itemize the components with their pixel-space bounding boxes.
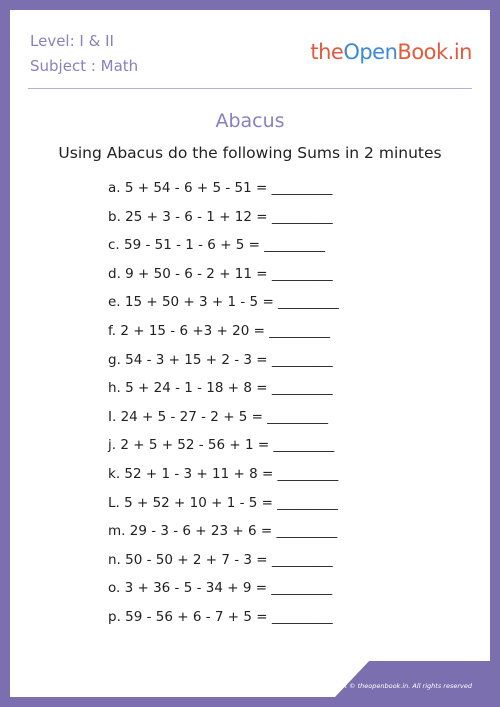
worksheet-instruction: Using Abacus do the following Sums in 2 minutes	[58, 144, 442, 162]
problem-item: g. 54 - 3 + 15 + 2 - 3 = _________	[108, 351, 333, 368]
level-label: Level: I & II	[30, 32, 114, 50]
problem-item: j. 2 + 5 + 52 - 56 + 1 = _________	[108, 437, 335, 454]
header-divider	[28, 88, 472, 89]
problem-item: o. 3 + 36 - 5 - 34 + 9 = _________	[108, 580, 333, 597]
problem-item: h. 5 + 24 - 1 - 18 + 8 = _________	[108, 380, 333, 397]
problem-item: e. 15 + 50 + 3 + 1 - 5 = _________	[108, 294, 339, 311]
copyright-text: Copyright © theopenbook.in. All rights reserved	[315, 682, 472, 690]
problem-item: c. 59 - 51 - 1 - 6 + 5 = _________	[108, 237, 326, 254]
brand-logo-part-open: Open	[343, 40, 398, 64]
problem-item: f. 2 + 15 - 6 +3 + 20 = _________	[108, 322, 330, 339]
problem-item: p. 59 - 56 + 6 - 7 + 5 = _________	[108, 608, 333, 625]
problem-list	[108, 178, 339, 636]
problem-item: m. 29 - 3 - 6 + 23 + 6 = _________	[108, 523, 338, 540]
problem-item: L. 5 + 52 + 10 + 1 - 5 = _________	[108, 494, 339, 511]
brand-logo	[310, 40, 472, 64]
brand-logo-part-book: Book.in	[397, 40, 472, 64]
problem-item: b. 25 + 3 - 6 - 1 + 12 = _________	[108, 208, 333, 225]
worksheet-page	[10, 10, 490, 697]
worksheet-title: Abacus	[215, 110, 285, 132]
footer-corner-band	[335, 661, 490, 697]
problem-item: a. 5 + 54 - 6 + 5 - 51 = _________	[108, 180, 333, 196]
subject-label: Subject : Math	[30, 57, 139, 75]
problem-item: n. 50 - 50 + 2 + 7 - 3 = _________	[108, 551, 333, 568]
problem-item: I. 24 + 5 - 27 - 2 + 5 = _________	[108, 408, 329, 425]
problem-item: k. 52 + 1 - 3 + 11 + 8 = _________	[108, 465, 339, 482]
brand-logo-part-the: the	[310, 40, 344, 64]
problem-item: d. 9 + 50 - 6 - 2 + 11 = _________	[108, 265, 333, 282]
